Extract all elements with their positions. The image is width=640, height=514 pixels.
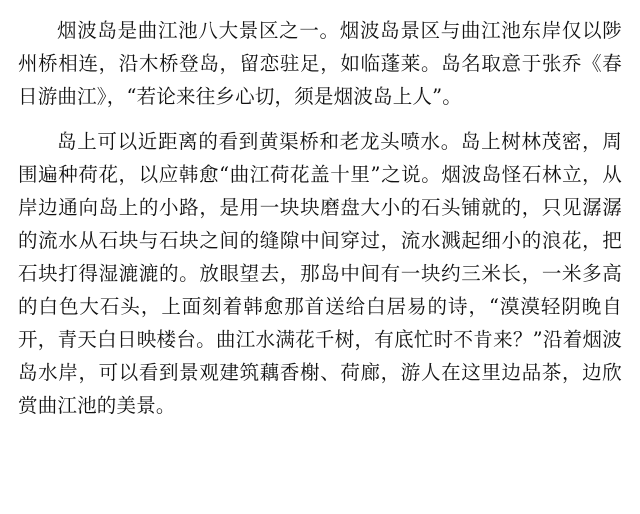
paragraph-2: 岛上可以近距离的看到黄渠桥和老龙头喷水。岛上树林茂密，周围遍种荷花，以应韩愈“曲江荷花盖十里”之说。烟波岛怪石林立，从岸边通向岛上的小路，是用一块块磨盘大小的石头铺就的，只见潺潺的流水从石块与石块之间的缝隙中间穿过，流水溅起细小的浪花，把石块打得湿漉漉的。放眼望去，那岛中间有一块约三米长，一米多高的白色大石头，上面刻着韩愈那首送给白居易的诗，“漠漠轻阴晚自开，青天白日映楼台。曲江水满花千树，有底忙时不肯来？”沿着烟波岛水岸，可以看到景观建筑藕香榭、荷廊，游人在这里边品茶，边欣赏曲江池的美景。 bbox=[18, 130, 622, 417]
paragraph-1: 烟波岛是曲江池八大景区之一。烟波岛景区与曲江池东岸仅以陟州桥相连，沿木桥登岛，留恋驻足，如临蓬莱。岛名取意于张乔《春日游曲江》，“若论来往乡心切，须是烟波岛上人”。 bbox=[18, 19, 622, 108]
